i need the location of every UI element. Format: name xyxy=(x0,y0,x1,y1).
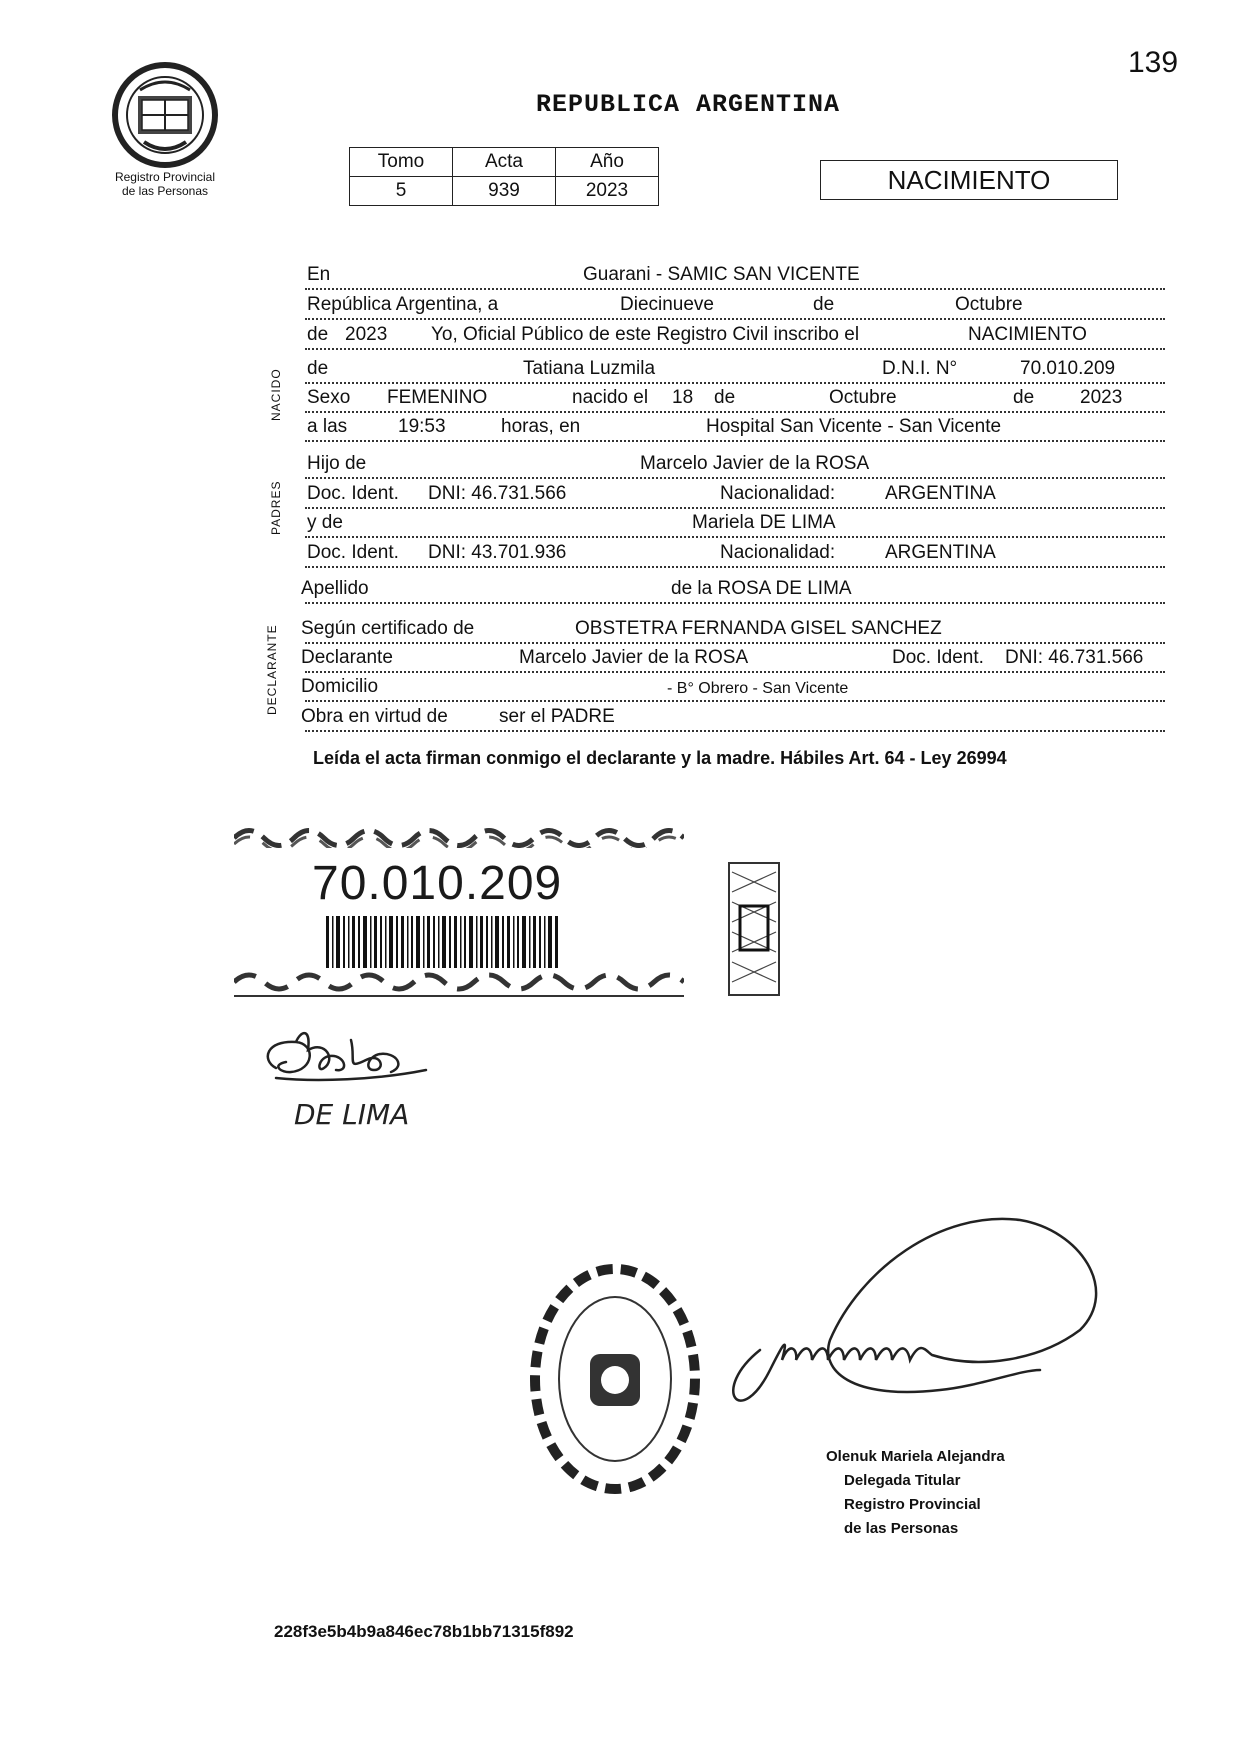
value-domicilio: - B° Obrero - San Vicente xyxy=(667,680,849,697)
value-obra: ser el PADRE xyxy=(499,706,615,727)
mother-signature-scribble-icon xyxy=(256,1020,456,1090)
official-signature-block xyxy=(826,1445,1086,1541)
value-mother-nat: ARGENTINA xyxy=(885,542,996,563)
row-certificado xyxy=(301,612,1165,644)
value-father-nat: ARGENTINA xyxy=(885,483,996,504)
mother-signature-text: DE LIMA xyxy=(294,1098,410,1131)
label-nacido-el: nacido el xyxy=(572,387,649,408)
value-place: Guarani - SAMIC SAN VICENTE xyxy=(583,264,860,285)
value-year: 2023 xyxy=(345,324,388,345)
row-madre-doc xyxy=(305,536,1165,568)
official-signature-icon xyxy=(720,1210,1110,1430)
row-fecha xyxy=(305,288,1165,320)
closing-note: Leída el acta firman conmigo el declarante y la madre. Hábiles Art. 64 - Ley 26994 xyxy=(313,748,1007,768)
row-obra xyxy=(301,700,1165,732)
label-en: En xyxy=(307,264,331,285)
label-de-birth-month: de xyxy=(714,387,736,408)
label-doc-mother: Doc. Ident. xyxy=(307,542,399,563)
security-stamp-icon xyxy=(728,862,780,996)
label-hijo-de: Hijo de xyxy=(307,453,367,474)
statement-text: Yo, Oficial Público de este Registro Civil inscribo el xyxy=(431,324,860,345)
label-apellido: Apellido xyxy=(301,578,369,599)
value-birth-place: Hospital San Vicente - San Vicente xyxy=(706,416,1002,437)
row-declarante xyxy=(301,641,1165,673)
label-republica: República Argentina, a xyxy=(307,294,499,315)
label-de-birth-year: de xyxy=(1013,387,1035,408)
value-mother: Mariela DE LIMA xyxy=(692,512,836,533)
label-de-name: de xyxy=(307,358,329,379)
row-nacido-nombre xyxy=(305,352,1165,384)
barcode-icon xyxy=(326,916,558,968)
value-birth-day: 18 xyxy=(672,387,694,408)
section-label-nacido: NACIDO xyxy=(269,368,283,422)
row-inscripcion xyxy=(305,318,1165,350)
label-nacionalidad-mother: Nacionalidad: xyxy=(720,542,836,563)
label-de-year: de xyxy=(307,324,329,345)
row-nacido-hora xyxy=(305,410,1165,442)
label-sexo: Sexo xyxy=(307,387,351,408)
row-padre xyxy=(305,447,1165,479)
value-month: Octubre xyxy=(955,294,1023,315)
stamp-wave-top-icon xyxy=(234,818,684,848)
document-hash: 228f3e5b4b9a846ec78b1bb71315f892 xyxy=(274,1622,574,1641)
mother-signature-handwriting xyxy=(290,1090,460,1140)
stamp-number: 70.010.209 xyxy=(312,857,563,910)
label-horas: horas, en xyxy=(501,416,581,437)
label-obra: Obra en virtud de xyxy=(301,706,448,727)
label-doc-declarante: Doc. Ident. xyxy=(892,647,984,668)
registry-value-tomo: 5 xyxy=(350,177,453,206)
value-child-name: Tatiana Luzmila xyxy=(523,358,656,379)
value-event: NACIMIENTO xyxy=(968,324,1087,345)
label-domicilio: Domicilio xyxy=(301,676,379,697)
value-declarante-doc: DNI: 46.731.566 xyxy=(1005,647,1144,668)
page-number: 139 xyxy=(1128,46,1179,79)
value-father-doc: DNI: 46.731.566 xyxy=(428,483,567,504)
province-seal-icon xyxy=(110,60,220,170)
value-apellido: de la ROSA DE LIMA xyxy=(671,578,852,599)
section-label-declarante: DECLARANTE xyxy=(265,624,279,716)
label-declarante: Declarante xyxy=(301,647,393,668)
official-name: Olenuk Mariela Alejandra xyxy=(826,1448,1005,1465)
row-domicilio xyxy=(301,670,1165,702)
value-mother-doc: DNI: 43.701.936 xyxy=(428,542,567,563)
row-madre xyxy=(305,506,1165,538)
label-doc-father: Doc. Ident. xyxy=(307,483,399,504)
value-declarante: Marcelo Javier de la ROSA xyxy=(519,647,749,668)
registry-header-ano: Año xyxy=(556,148,659,177)
value-certificado: OBSTETRA FERNANDA GISEL SANCHEZ xyxy=(575,618,942,639)
document-type-box: NACIMIENTO xyxy=(820,160,1118,200)
value-child-dni: 70.010.209 xyxy=(1020,358,1116,379)
stamp-wave-bottom-icon xyxy=(234,970,684,1000)
official-round-seal-icon xyxy=(528,1262,703,1497)
row-en xyxy=(305,258,1165,290)
value-day: Diecinueve xyxy=(620,294,714,315)
registry-value-ano: 2023 xyxy=(556,177,659,206)
official-org-line1: Registro Provincial xyxy=(844,1496,981,1513)
registry-header-acta: Acta xyxy=(453,148,556,177)
value-sexo: FEMENINO xyxy=(387,387,488,408)
value-birth-month: Octubre xyxy=(829,387,897,408)
value-father: Marcelo Javier de la ROSA xyxy=(640,453,870,474)
value-time: 19:53 xyxy=(398,416,446,437)
country-title: REPUBLICA ARGENTINA xyxy=(536,90,841,119)
label-nacionalidad-father: Nacionalidad: xyxy=(720,483,836,504)
value-birth-year: 2023 xyxy=(1080,387,1123,408)
registry-header-tomo: Tomo xyxy=(350,148,453,177)
section-label-padres: PADRES xyxy=(269,480,283,535)
official-title: Delegada Titular xyxy=(844,1472,961,1489)
label-a-las: a las xyxy=(307,416,348,437)
registry-value-acta: 939 xyxy=(453,177,556,206)
label-y-de: y de xyxy=(307,512,343,533)
label-de-month: de xyxy=(813,294,835,315)
registry-logo xyxy=(100,60,230,198)
label-certificado: Según certificado de xyxy=(301,618,475,639)
official-org-line2: de las Personas xyxy=(844,1520,959,1537)
row-apellido xyxy=(301,572,1165,604)
row-nacido-sexo xyxy=(305,381,1165,413)
logo-caption-line1: Registro Provincial xyxy=(114,170,216,184)
dni-stamp xyxy=(234,818,684,1003)
label-dni: D.N.I. N° xyxy=(882,358,958,379)
row-padre-doc xyxy=(305,477,1165,509)
registry-table xyxy=(349,147,659,206)
logo-caption-line2: de las Personas xyxy=(121,184,209,198)
